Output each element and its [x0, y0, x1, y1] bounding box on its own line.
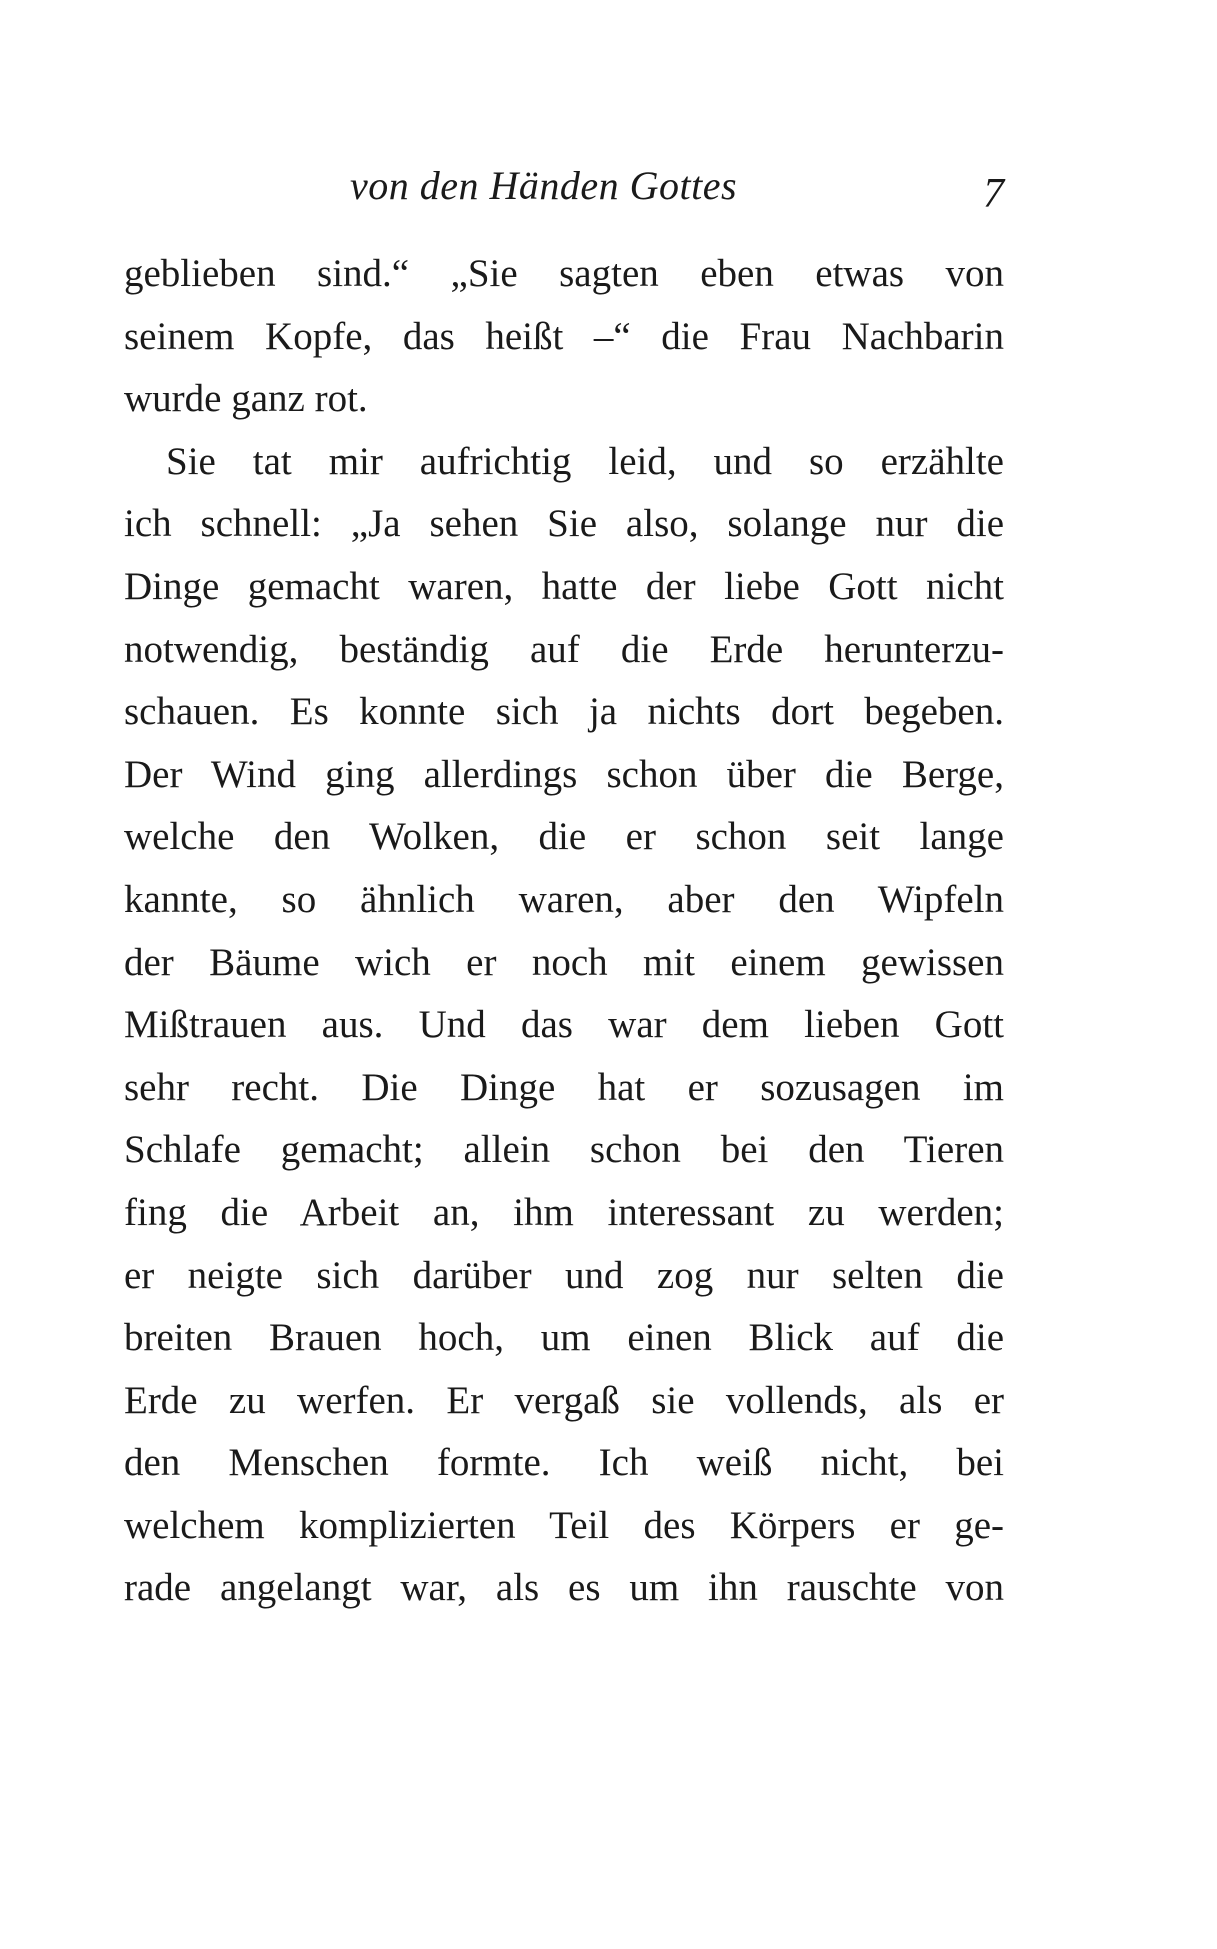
text-line: Erde zu werfen. Er vergaß sie vollends, als er — [124, 1378, 1004, 1422]
text-line: welche den Wolken, die er schon seit lange — [124, 815, 1004, 859]
text-line: er neigte sich darüber und zog nur selten die — [124, 1253, 1004, 1297]
text-line: welchem komplizierten Teil des Körpers er ge- — [124, 1503, 1004, 1547]
text-line: Mißtrauen aus. Und das war dem lieben Gott — [124, 1003, 1004, 1047]
text-line: Der Wind ging allerdings schon über die Berge, — [124, 752, 1004, 796]
text-line: seinem Kopfe, das heißt –“ die Frau Nachbarin — [124, 314, 1004, 358]
running-header — [124, 158, 1004, 217]
text-line: der Bäume wich er noch mit einem gewissen — [124, 940, 1004, 984]
text-line: Sie tat mir aufrichtig leid, und so erzählte — [166, 439, 1004, 483]
text-line: kannte, so ähnlich waren, aber den Wipfeln — [124, 877, 1004, 921]
text-line: geblieben sind.“ „Sie sagten eben etwas von — [124, 252, 1004, 295]
text-line: wurde ganz rot. — [124, 377, 368, 421]
text-line: sehr recht. Die Dinge hat er sozusagen im — [124, 1065, 1004, 1109]
text-line: Dinge gemacht waren, hatte der liebe Gott nicht — [124, 564, 1004, 608]
text-line: den Menschen formte. Ich weiß nicht, bei — [124, 1441, 1004, 1485]
body-text — [124, 243, 1004, 1620]
text-line: Schlafe gemacht; allein schon bei den Tieren — [124, 1128, 1004, 1172]
text-line: ich schnell: „Ja sehen Sie also, solange nur die — [124, 502, 1004, 546]
page-number: 7 — [983, 171, 1004, 217]
text-line: notwendig, beständig auf die Erde herunterzu- — [124, 627, 1004, 671]
text-line: fing die Arbeit an, ihm interessant zu werden; — [124, 1190, 1004, 1234]
text-line: breiten Brauen hoch, um einen Blick auf die — [124, 1316, 1004, 1360]
text-line: schauen. Es konnte sich ja nichts dort begeben. — [124, 690, 1004, 734]
running-title: von den Händen Gottes — [350, 163, 738, 208]
text-line: rade angelangt war, als es um ihn rauschte von — [124, 1566, 1004, 1610]
